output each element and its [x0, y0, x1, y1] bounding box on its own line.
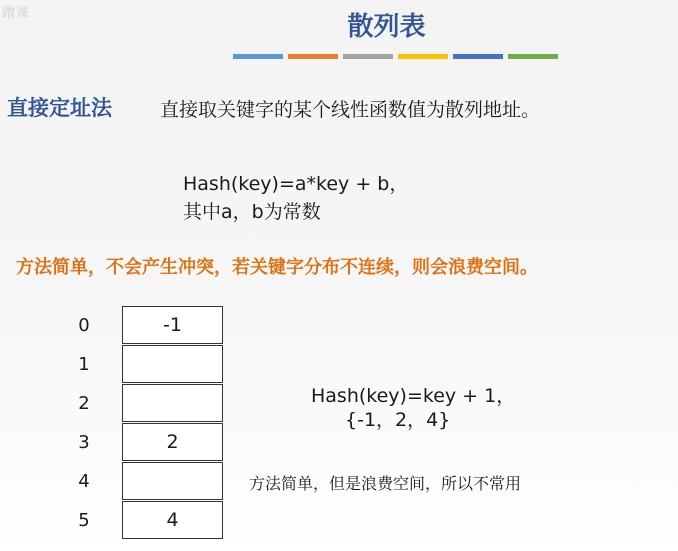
- method-description: 直接取关键字的某个线性函数值为散列地址。: [160, 99, 541, 121]
- example-hash-formula: Hash(key)=key + 1，: [311, 385, 516, 407]
- title-color-bar: [398, 54, 448, 59]
- formula-constants-note: 其中a，b为常数: [183, 201, 321, 223]
- title-color-bar: [288, 54, 338, 59]
- example-note: 方法简单，但是浪费空间，所以不常用: [249, 474, 522, 493]
- hash-table-cell: [122, 462, 223, 500]
- hash-table-cell: [122, 384, 223, 422]
- hash-table-cell: 4: [122, 501, 223, 539]
- hash-table-cell: -1: [122, 306, 223, 344]
- method-summary-highlight: 方法简单，不会产生冲突，若关键字分布不连续，则会浪费空间。: [16, 257, 538, 278]
- example-key-set: {-1，2，4}: [345, 409, 451, 431]
- table-index-label: 0: [78, 315, 90, 336]
- table-index-label: 3: [78, 432, 90, 453]
- table-index-label: 5: [78, 510, 90, 531]
- table-index-label: 4: [78, 471, 90, 492]
- title-color-bar: [233, 54, 283, 59]
- slide-title: 散列表: [347, 12, 426, 42]
- hash-formula: Hash(key)=a*key + b，: [183, 173, 409, 195]
- title-color-bar: [508, 54, 558, 59]
- hash-table-cell: 2: [122, 423, 223, 461]
- hash-table-cell: [122, 345, 223, 383]
- title-color-bar: [453, 54, 503, 59]
- title-color-bar: [343, 54, 393, 59]
- method-name: 直接定址法: [7, 96, 112, 120]
- table-index-label: 1: [78, 354, 90, 375]
- watermark-text: 蹭课: [2, 6, 31, 21]
- table-index-label: 2: [78, 393, 90, 414]
